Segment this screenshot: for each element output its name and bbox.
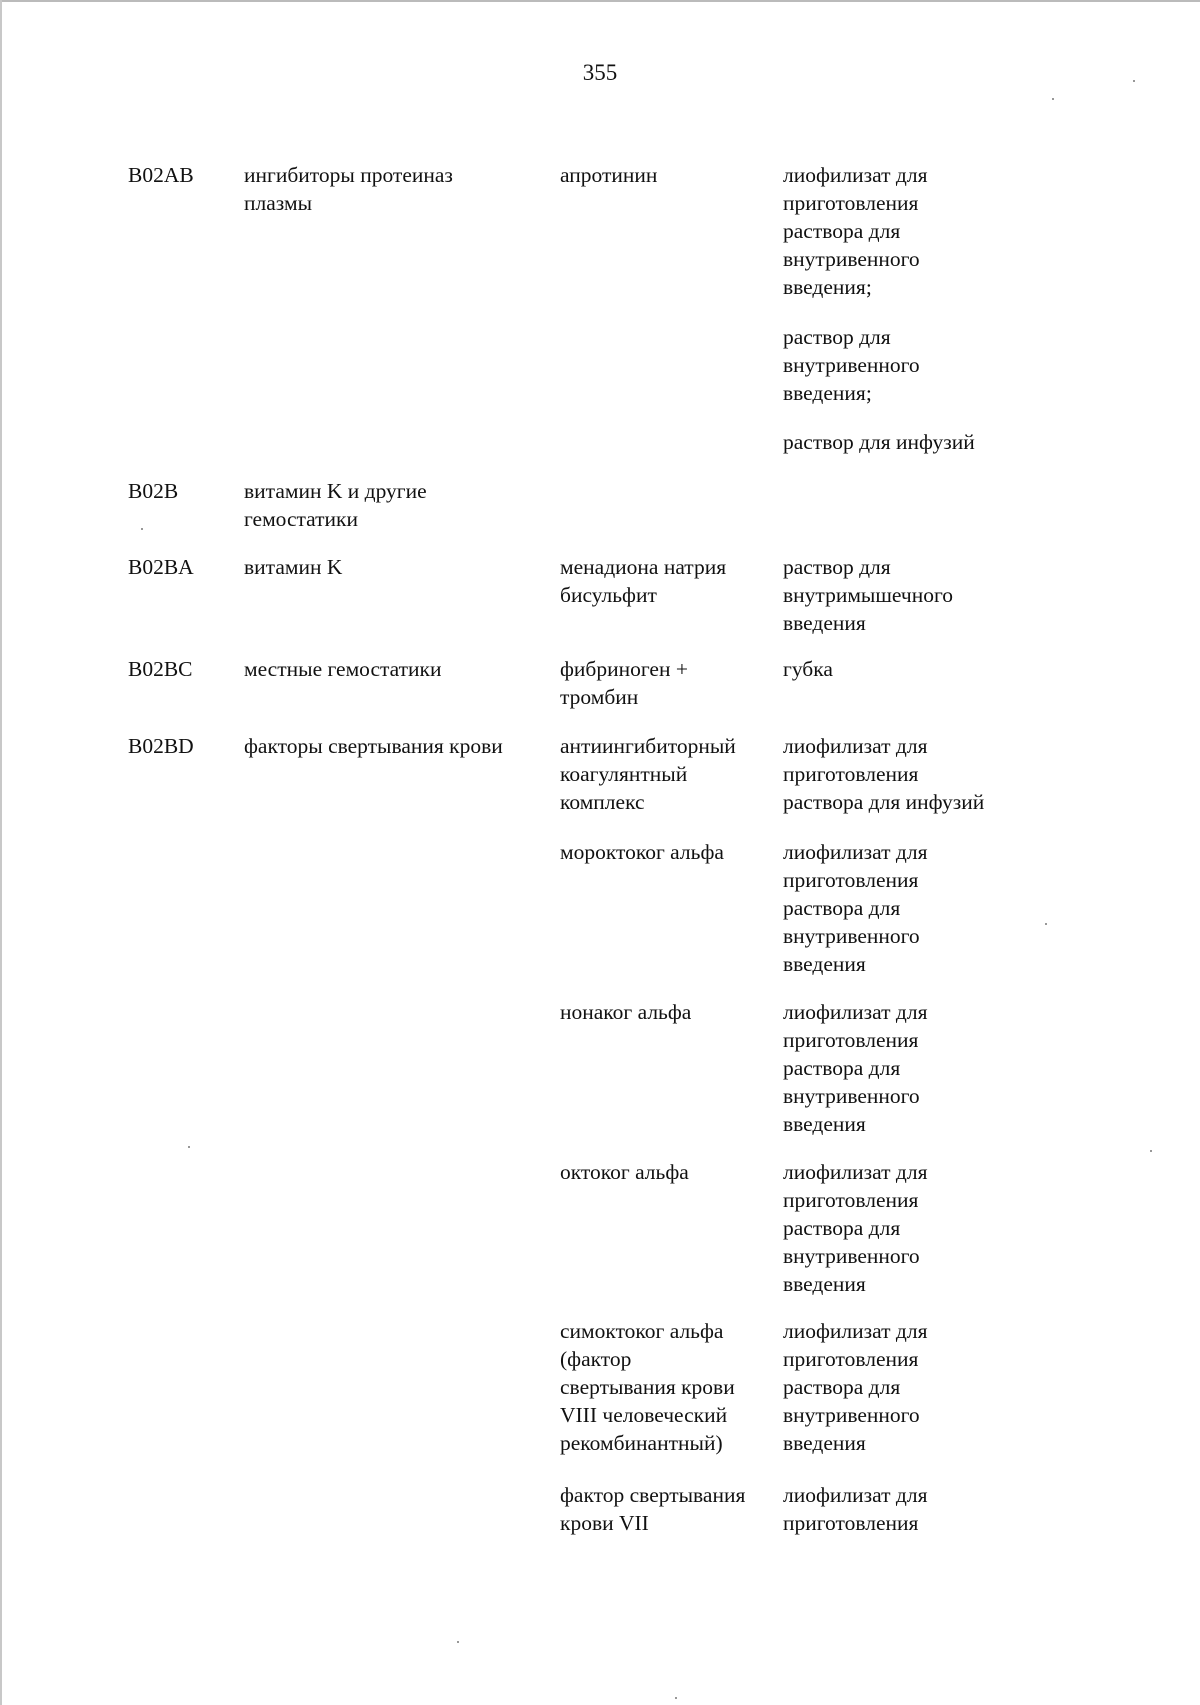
text-line: антиингибиторный [560, 734, 736, 758]
dosage-form [783, 1158, 927, 1298]
dosage-form [783, 428, 975, 456]
text-line: плазмы [244, 191, 313, 215]
text-line: коагулянтный [560, 762, 688, 786]
text-line: введения [783, 952, 866, 976]
text-line: введения [783, 611, 866, 635]
drug-name [560, 838, 724, 866]
text-line: приготовления [783, 1028, 919, 1052]
text-line: раствора для [783, 1375, 901, 1399]
text-line: мороктоког альфа [560, 840, 724, 864]
text-line: гемостатики [244, 507, 359, 531]
atc-group-name [244, 655, 442, 683]
text-line: приготовления [783, 1347, 919, 1371]
text-line: витамин K [244, 555, 343, 579]
text-line: лиофилизат для [783, 1319, 928, 1343]
text-line: раствора для [783, 1056, 901, 1080]
dosage-form [783, 553, 953, 637]
text-line: лиофилизат для [783, 840, 928, 864]
text-line: внутривенного [783, 247, 920, 271]
text-line: лиофилизат для [783, 734, 928, 758]
drug-name [560, 161, 657, 189]
dosage-form [783, 998, 927, 1138]
drug-name [560, 553, 726, 609]
text-line: комплекс [560, 790, 645, 814]
text-line: рекомбинантный) [560, 1431, 723, 1455]
drug-name [560, 732, 736, 816]
scan-speck [675, 1697, 677, 1699]
text-line: лиофилизат для [783, 1160, 928, 1184]
text-line: менадиона натрия [560, 555, 727, 579]
text-line: приготовления [783, 1511, 919, 1535]
text-line: тромбин [560, 685, 639, 709]
drug-name [560, 1317, 735, 1457]
scan-speck [1133, 80, 1135, 82]
scan-edge-left [0, 0, 2, 1705]
text-line: лиофилизат для [783, 1483, 928, 1507]
text-line: бисульфит [560, 583, 657, 607]
drug-name [560, 1158, 689, 1186]
dosage-form [783, 655, 833, 683]
text-line: местные гемостатики [244, 657, 442, 681]
drug-name [560, 998, 691, 1026]
text-line: фибриноген + [560, 657, 688, 681]
scan-speck [1150, 1150, 1152, 1152]
text-line: апротинин [560, 163, 658, 187]
atc-group-name [244, 553, 342, 581]
atc-code: B02AB [128, 163, 194, 187]
scan-speck [188, 1146, 190, 1148]
dosage-form [783, 838, 927, 978]
dosage-form [783, 323, 920, 407]
scan-speck [1052, 98, 1054, 100]
text-line: раствора для инфузий [783, 790, 985, 814]
atc-code: B02B [128, 479, 179, 503]
text-line: раствор для [783, 555, 891, 579]
text-line: VIII человеческий [560, 1403, 728, 1427]
dosage-form [783, 1317, 927, 1457]
atc-code: B02BC [128, 657, 193, 681]
scan-speck [141, 528, 143, 530]
text-line: нонаког альфа [560, 1000, 692, 1024]
drug-name [560, 655, 688, 711]
text-line: введения; [783, 275, 872, 299]
text-line: ингибиторы протеиназ [244, 163, 453, 187]
dosage-form [783, 1481, 927, 1537]
dosage-form [783, 161, 927, 301]
text-line: приготовления [783, 1188, 919, 1212]
text-line: приготовления [783, 191, 919, 215]
text-line: губка [783, 657, 833, 681]
scan-speck [1045, 923, 1047, 925]
text-line: введения; [783, 381, 872, 405]
text-line: внутривенного [783, 1244, 920, 1268]
text-line: введения [783, 1272, 866, 1296]
atc-group-name [244, 732, 503, 760]
text-line: раствора для [783, 896, 901, 920]
page-number: 355 [582, 60, 618, 85]
text-line: октоког альфа [560, 1160, 689, 1184]
text-line: внутривенного [783, 353, 920, 377]
text-line: фактор свертывания [560, 1483, 746, 1507]
atc-group-name [244, 161, 453, 217]
text-line: факторы свертывания крови [244, 734, 503, 758]
text-line: раствор для [783, 325, 891, 349]
text-line: раствора для [783, 1216, 901, 1240]
text-line: введения [783, 1431, 866, 1455]
text-line: внутривенного [783, 1084, 920, 1108]
text-line: крови VII [560, 1511, 649, 1535]
text-line: витамин K и другие [244, 479, 427, 503]
text-line: приготовления [783, 868, 919, 892]
scan-speck [457, 1641, 459, 1643]
atc-code: B02BA [128, 555, 194, 579]
atc-code: B02BD [128, 734, 194, 758]
scan-edge-top [0, 0, 1200, 2]
drug-name [560, 1481, 745, 1537]
text-line: (фактор [560, 1347, 632, 1371]
text-line: внутримышечного [783, 583, 954, 607]
text-line: внутривенного [783, 1403, 920, 1427]
dosage-form [783, 732, 984, 816]
text-line: свертывания крови [560, 1375, 735, 1399]
text-line: симоктоког альфа [560, 1319, 724, 1343]
atc-group-name [244, 477, 427, 533]
text-line: раствора для [783, 219, 901, 243]
text-line: внутривенного [783, 924, 920, 948]
text-line: введения [783, 1112, 866, 1136]
text-line: лиофилизат для [783, 1000, 928, 1024]
text-line: раствор для инфузий [783, 430, 975, 454]
text-line: лиофилизат для [783, 163, 928, 187]
text-line: приготовления [783, 762, 919, 786]
